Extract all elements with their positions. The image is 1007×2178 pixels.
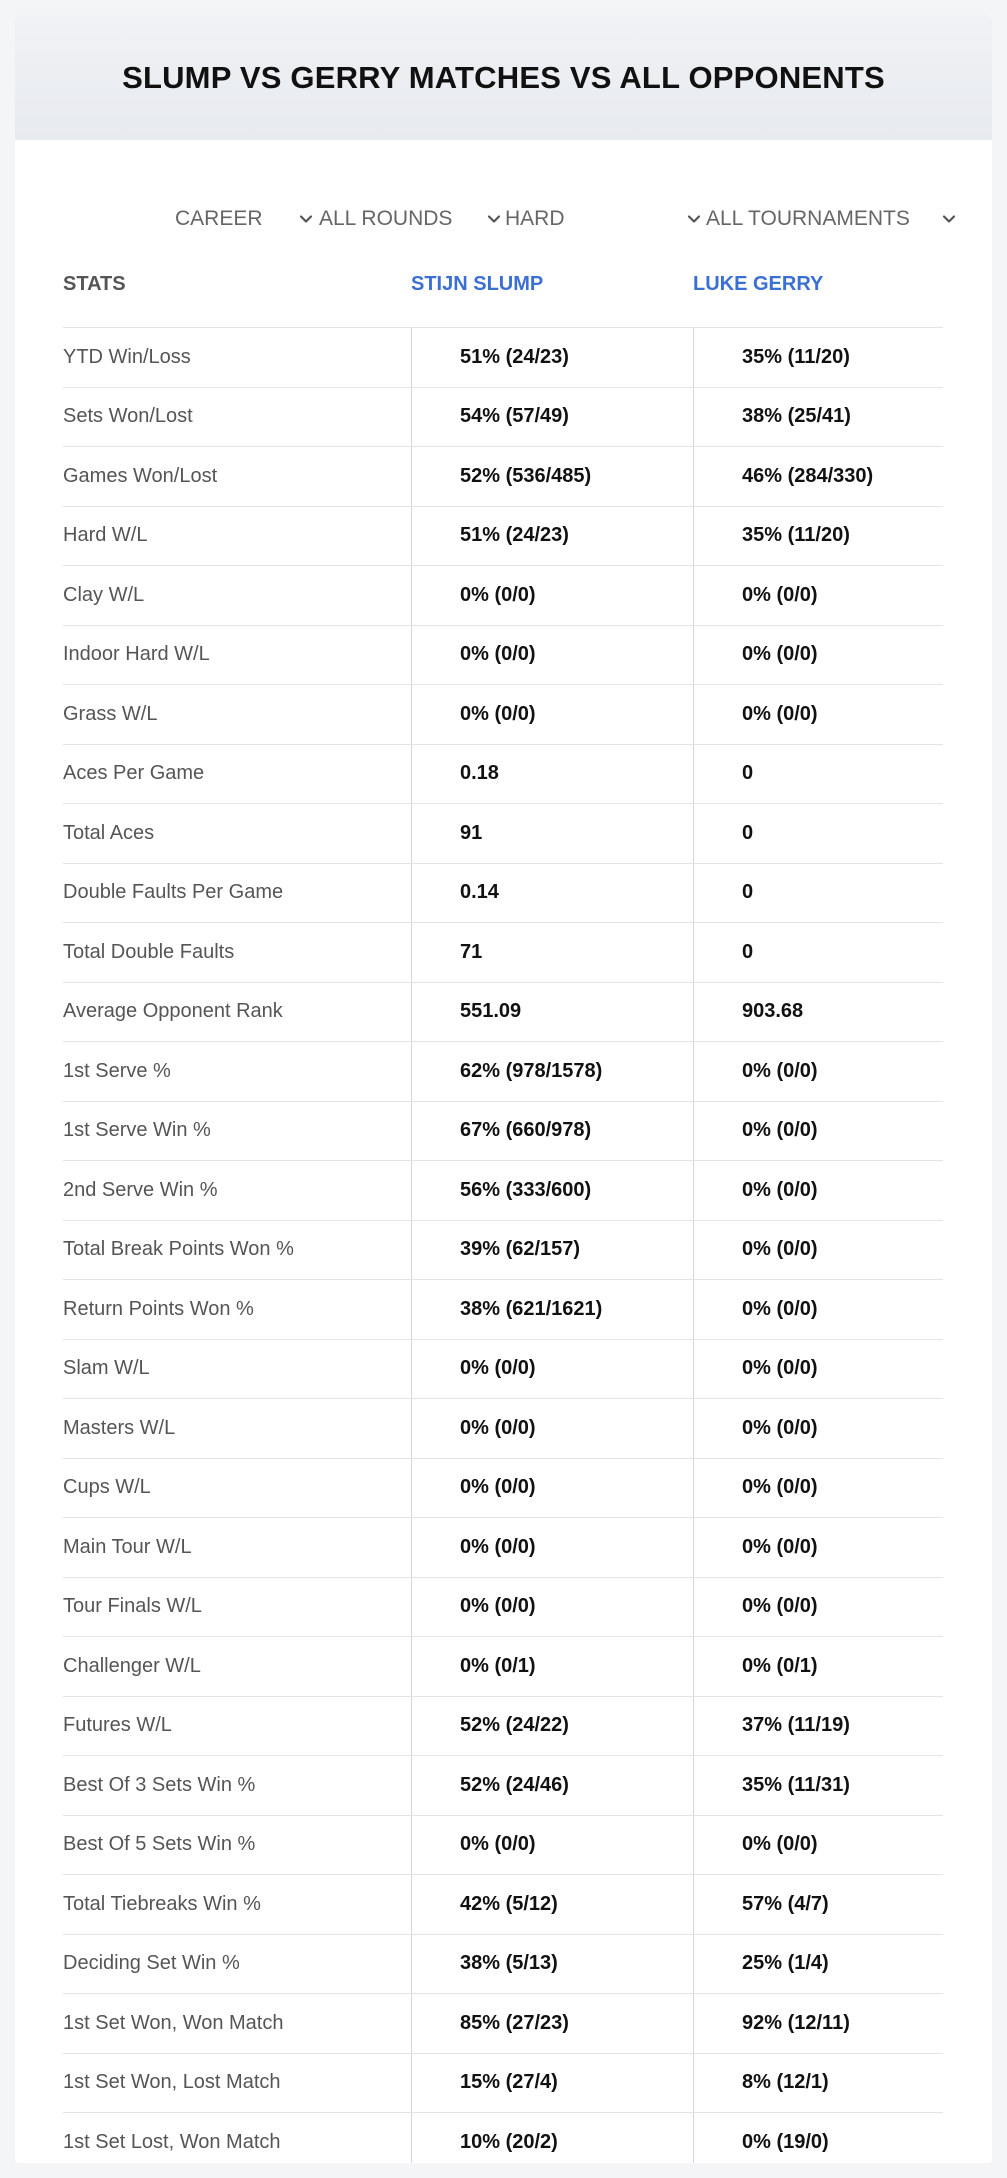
page-header — [15, 15, 992, 140]
chevron-down-icon — [942, 212, 956, 226]
player1-value: 67% (660/978) — [411, 1102, 693, 1161]
player1-value: 52% (24/46) — [411, 1756, 693, 1815]
player1-value: 10% (20/2) — [411, 2113, 693, 2163]
player2-value: 0% (0/0) — [693, 1459, 943, 1518]
stat-label: 1st Serve Win % — [63, 1119, 211, 1142]
table-row — [63, 1578, 943, 1638]
player2-value: 0% (0/0) — [693, 566, 943, 625]
player2-value: 35% (11/31) — [693, 1756, 943, 1815]
table-row — [63, 923, 943, 983]
stat-label: Average Opponent Rank — [63, 1000, 283, 1023]
player2-value: 0% (0/0) — [693, 1816, 943, 1875]
player2-value: 0% (0/0) — [693, 1042, 943, 1101]
player2-value: 0% (0/0) — [693, 1161, 943, 1220]
player1-value: 54% (57/49) — [411, 388, 693, 447]
stats-card — [15, 15, 992, 2163]
player2-value: 25% (1/4) — [693, 1935, 943, 1994]
table-row — [63, 1637, 943, 1697]
player2-value: 0% (0/0) — [693, 1518, 943, 1577]
player1-value: 0% (0/0) — [411, 1340, 693, 1399]
player1-value: 42% (5/12) — [411, 1875, 693, 1934]
player2-value: 0% (19/0) — [693, 2113, 943, 2163]
stat-label: Sets Won/Lost — [63, 405, 193, 428]
player1-value: 38% (621/1621) — [411, 1280, 693, 1339]
player1-value: 52% (24/22) — [411, 1697, 693, 1756]
stat-label: Best Of 3 Sets Win % — [63, 1773, 256, 1796]
filter-surface[interactable] — [505, 189, 701, 249]
table-row — [63, 685, 943, 745]
stats-table — [63, 251, 943, 2163]
table-row — [63, 1161, 943, 1221]
table-row — [63, 507, 943, 567]
table-row — [63, 1875, 943, 1935]
player1-value: 0.18 — [411, 745, 693, 804]
stat-label: Cups W/L — [63, 1476, 151, 1499]
player1-value: 15% (27/4) — [411, 2054, 693, 2113]
table-row — [63, 983, 943, 1043]
player2-value: 903.68 — [693, 983, 943, 1042]
stat-label: 1st Serve % — [63, 1059, 171, 1082]
table-row — [63, 1816, 943, 1876]
table-row — [63, 388, 943, 448]
table-row — [63, 1994, 943, 2054]
player2-value: 0 — [693, 745, 943, 804]
filter-bar — [15, 189, 992, 249]
player2-value: 57% (4/7) — [693, 1875, 943, 1934]
player2-value: 92% (12/11) — [693, 1994, 943, 2053]
filter-surface-label: HARD — [505, 207, 565, 230]
player1-value: 91 — [411, 804, 693, 863]
player1-value: 0% (0/0) — [411, 1399, 693, 1458]
player2-value: 0% (0/0) — [693, 1578, 943, 1637]
stat-label: Indoor Hard W/L — [63, 643, 210, 666]
stat-label: Return Points Won % — [63, 1297, 254, 1320]
column-header-player1-link[interactable]: STIJN SLUMP — [411, 273, 544, 295]
stat-label: Games Won/Lost — [63, 464, 218, 487]
player2-value: 0% (0/0) — [693, 1280, 943, 1339]
player1-value: 0% (0/0) — [411, 566, 693, 625]
stat-label: Slam W/L — [63, 1357, 150, 1380]
page-title: SLUMP VS GERRY MATCHES VS ALL OPPONENTS — [122, 59, 885, 95]
table-row — [63, 1042, 943, 1102]
table-row — [63, 864, 943, 924]
player2-value: 0 — [693, 923, 943, 982]
player1-value: 0% (0/0) — [411, 1578, 693, 1637]
player1-value: 52% (536/485) — [411, 447, 693, 506]
player2-value: 0 — [693, 864, 943, 923]
player1-value: 0% (0/1) — [411, 1637, 693, 1696]
stat-label: Aces Per Game — [63, 762, 205, 785]
player2-value: 35% (11/20) — [693, 328, 943, 387]
filter-rounds-label: ALL ROUNDS — [319, 207, 453, 230]
player2-value: 0% (0/0) — [693, 626, 943, 685]
stat-label: Masters W/L — [63, 1416, 176, 1439]
player2-value: 0% (0/0) — [693, 1102, 943, 1161]
table-row — [63, 1102, 943, 1162]
player1-value: 0% (0/0) — [411, 685, 693, 744]
player2-value: 37% (11/19) — [693, 1697, 943, 1756]
table-row — [63, 626, 943, 686]
player1-value: 62% (978/1578) — [411, 1042, 693, 1101]
player1-value: 71 — [411, 923, 693, 982]
player2-value: 0% (0/0) — [693, 685, 943, 744]
table-row — [63, 1518, 943, 1578]
filter-period[interactable] — [175, 189, 313, 249]
stat-label: Hard W/L — [63, 524, 148, 547]
filter-tournaments[interactable] — [706, 189, 956, 249]
table-row — [63, 566, 943, 626]
table-row — [63, 2113, 943, 2163]
stat-label: 1st Set Lost, Won Match — [63, 2130, 281, 2153]
player1-value: 0% (0/0) — [411, 1518, 693, 1577]
player2-value: 0% (0/0) — [693, 1340, 943, 1399]
player2-value: 0% (0/0) — [693, 1221, 943, 1280]
chevron-down-icon — [299, 212, 313, 226]
player1-value: 0.14 — [411, 864, 693, 923]
stat-label: YTD Win/Loss — [63, 345, 191, 368]
player1-value: 56% (333/600) — [411, 1161, 693, 1220]
table-row — [63, 2054, 943, 2114]
player1-value: 85% (27/23) — [411, 1994, 693, 2053]
table-row — [63, 1459, 943, 1519]
stat-label: Total Aces — [63, 821, 155, 844]
filter-rounds[interactable] — [319, 189, 501, 249]
player2-value: 0% (0/1) — [693, 1637, 943, 1696]
table-row — [63, 745, 943, 805]
table-row — [63, 1756, 943, 1816]
stat-label: Total Tiebreaks Win % — [63, 1892, 261, 1915]
player1-value: 0% (0/0) — [411, 626, 693, 685]
table-header — [63, 251, 943, 328]
stat-label: Tour Finals W/L — [63, 1595, 202, 1618]
table-row — [63, 1221, 943, 1281]
player2-value: 8% (12/1) — [693, 2054, 943, 2113]
table-row — [63, 1697, 943, 1757]
player2-value: 0% (0/0) — [693, 1399, 943, 1458]
player1-value: 51% (24/23) — [411, 328, 693, 387]
table-row — [63, 1399, 943, 1459]
player1-value: 38% (5/13) — [411, 1935, 693, 1994]
stat-label: Grass W/L — [63, 702, 158, 725]
player1-value: 0% (0/0) — [411, 1459, 693, 1518]
stat-label: Best Of 5 Sets Win % — [63, 1833, 256, 1856]
player2-value: 46% (284/330) — [693, 447, 943, 506]
stat-label: Futures W/L — [63, 1714, 172, 1737]
stat-label: Deciding Set Win % — [63, 1952, 240, 1975]
stat-label: Double Faults Per Game — [63, 881, 284, 904]
chevron-down-icon — [487, 212, 501, 226]
player1-value: 0% (0/0) — [411, 1816, 693, 1875]
table-row — [63, 804, 943, 864]
stat-label: Main Tour W/L — [63, 1535, 192, 1558]
player1-value: 551.09 — [411, 983, 693, 1042]
stat-label: 1st Set Won, Won Match — [63, 2011, 284, 2034]
table-row — [63, 1340, 943, 1400]
table-row — [63, 328, 943, 388]
filter-tournaments-label: ALL TOURNAMENTS — [706, 207, 910, 230]
stat-label: Challenger W/L — [63, 1654, 201, 1677]
stat-label: Total Break Points Won % — [63, 1238, 294, 1261]
table-row — [63, 1935, 943, 1995]
column-header-stats: STATS — [63, 273, 126, 295]
table-body — [63, 328, 943, 2163]
table-row — [63, 1280, 943, 1340]
chevron-down-icon — [687, 212, 701, 226]
column-header-player2-link[interactable]: LUKE GERRY — [693, 273, 824, 295]
player2-value: 38% (25/41) — [693, 388, 943, 447]
player1-value: 51% (24/23) — [411, 507, 693, 566]
stat-label: Total Double Faults — [63, 940, 235, 963]
player2-value: 0 — [693, 804, 943, 863]
table-row — [63, 447, 943, 507]
stat-label: 2nd Serve Win % — [63, 1178, 218, 1201]
player2-value: 35% (11/20) — [693, 507, 943, 566]
filter-period-label: CAREER — [175, 207, 263, 230]
stat-label: 1st Set Won, Lost Match — [63, 2071, 281, 2094]
player1-value: 39% (62/157) — [411, 1221, 693, 1280]
stat-label: Clay W/L — [63, 583, 145, 606]
